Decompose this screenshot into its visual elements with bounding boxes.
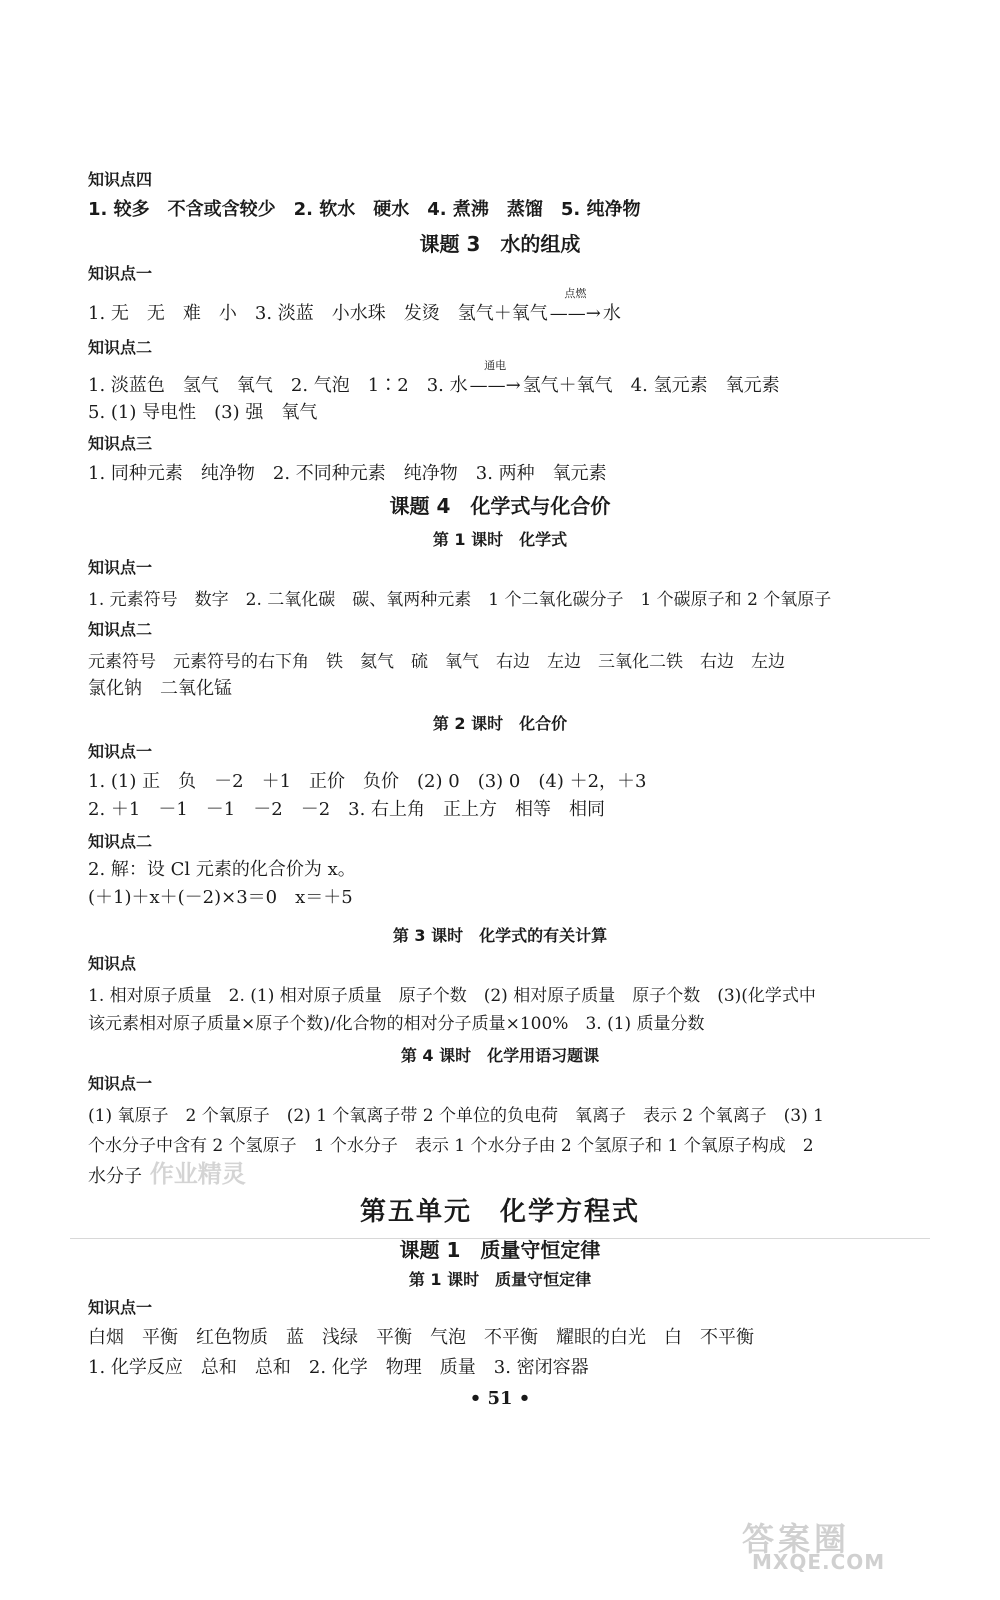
watermark-mid: 作业精灵 <box>149 1160 246 1188</box>
lesson3-kp2-text-a: 1. 淡蓝色 氢气 氧气 2. 气泡 1∶2 3. 水 <box>88 375 468 396</box>
reaction-arrow-electrolysis: 通电 ——→ <box>469 359 521 396</box>
unit5-kp1-answers-1: 白烟 平衡 红色物质 蓝 浅绿 平衡 气泡 不平衡 耀眼的白光 白 不平衡 <box>88 1327 754 1348</box>
kp4-heading: 知识点四 <box>88 170 153 189</box>
lesson4-p4-text: 水分子 <box>88 1166 142 1187</box>
lesson4-p4-kp1-answers-2: 个水分子中含有 2 个氢原子 1 个水分子 表示 1 个水分子由 2 个氢原子和 1 个氧原子构成 2 <box>88 1136 814 1156</box>
unit5-title: 第五单元 化学方程式 <box>359 1197 640 1227</box>
lesson4-period1-title: 第 1 课时 化学式 <box>432 530 568 549</box>
lesson3-title: 课题 3 水的组成 <box>419 232 581 256</box>
arrow-condition-ignite: 点燃 <box>564 287 587 300</box>
arrow-condition-electrolysis: 通电 <box>484 359 507 372</box>
unit5-lesson1-title: 课题 1 质量守恒定律 <box>399 1238 601 1262</box>
lesson4-p1-kp1-heading: 知识点一 <box>88 558 153 577</box>
lesson3-kp1-heading: 知识点一 <box>88 264 153 283</box>
unit5-kp1-answers-2: 1. 化学反应 总和 总和 2. 化学 物理 质量 3. 密闭容器 <box>88 1357 589 1378</box>
lesson4-p1-kp1-answers: 1. 元素符号 数字 2. 二氧化碳 碳、氧两种元素 1 个二氧化碳分子 1 个碳原子和 2 个氧原子 <box>88 590 832 610</box>
watermark-logo-cn: 答案圈 <box>742 1520 851 1558</box>
lesson4-p4-kp1-heading: 知识点一 <box>88 1074 153 1093</box>
lesson4-p4-kp1-answers-1: (1) 氧原子 2 个氧原子 (2) 1 个氧离子带 2 个单位的负电荷 氧离子 表示 2 个氧离子 (3) 1 <box>88 1106 824 1126</box>
page-number: • 51 • <box>469 1388 531 1409</box>
lesson4-p2-kp1-heading: 知识点一 <box>88 742 153 761</box>
lesson4-period3-title: 第 3 课时 化学式的有关计算 <box>392 926 608 945</box>
lesson3-kp3-heading: 知识点三 <box>88 434 153 453</box>
lesson3-kp1-text-a: 1. 无 无 难 小 3. 淡蓝 小水珠 发烫 氢气＋氧气 <box>88 303 548 324</box>
lesson3-kp1-answers <box>88 287 930 326</box>
lesson4-title: 课题 4 化学式与化合价 <box>389 494 611 518</box>
lesson3-kp2-answers-1 <box>88 359 930 398</box>
lesson3-kp1-text-b: 水 <box>602 303 621 324</box>
lesson4-p2-kp2-answers-2: (＋1)＋x＋(－2)×3＝0 x＝＋5 <box>88 887 353 908</box>
unit5-period1-title: 第 1 课时 质量守恒定律 <box>408 1270 592 1289</box>
watermark-logo-en: MXQE.COM <box>752 1550 886 1574</box>
lesson3-kp2-text-b: 氢气＋氧气 4. 氢元素 氧元素 <box>522 375 780 396</box>
lesson3-kp2-answers-2: 5. (1) 导电性 (3) 强 氧气 <box>88 402 318 423</box>
reaction-arrow-ignite: 点燃 ——→ <box>549 287 601 324</box>
lesson4-p1-kp2-answers-1: 元素符号 元素符号的右下角 铁 氦气 硫 氧气 右边 左边 三氧化二铁 右边 左边 <box>88 652 785 672</box>
lesson4-p3-kp-answers-1: 1. 相对原子质量 2. (1) 相对原子质量 原子个数 (2) 相对原子质量 原子个数 (3)(化学式中 <box>88 986 816 1006</box>
lesson4-p2-kp1-answers-1: 1. (1) 正 负 －2 ＋1 正价 负价 (2) 0 (3) 0 (4) ＋2，＋3 <box>88 771 647 792</box>
lesson4-p3-kp-answers-2: 该元素相对原子质量×原子个数)/化合物的相对分子质量×100% 3. (1) 质量分数 <box>88 1014 705 1034</box>
lesson4-p3-kp-heading: 知识点 <box>88 954 137 973</box>
unit5-kp1-heading: 知识点一 <box>88 1298 153 1317</box>
lesson4-p1-kp2-heading: 知识点二 <box>88 620 153 639</box>
lesson4-p2-kp1-answers-2: 2. ＋1 －1 －1 －2 －2 3. 右上角 正上方 相等 相同 <box>88 799 606 820</box>
lesson3-kp2-heading: 知识点二 <box>88 338 153 357</box>
kp4-answers: 1. 较多 不含或含较少 2. 软水 硬水 4. 煮沸 蒸馏 5. 纯净物 <box>88 199 641 220</box>
lesson4-p4-kp1-answers-3 <box>88 1162 930 1189</box>
lesson3-kp3-answers: 1. 同种元素 纯净物 2. 不同种元素 纯净物 3. 两种 氧元素 <box>88 463 607 484</box>
lesson4-p2-kp2-heading: 知识点二 <box>88 832 153 851</box>
lesson4-p1-kp2-answers-2: 氯化钠 二氧化锰 <box>88 678 232 699</box>
lesson4-period2-title: 第 2 课时 化合价 <box>432 714 568 733</box>
lesson4-p2-kp2-answers-1: 2. 解：设 Cl 元素的化合价为 x。 <box>88 859 356 880</box>
watermark-logo <box>742 1514 972 1574</box>
lesson4-period4-title: 第 4 课时 化学用语习题课 <box>400 1046 600 1065</box>
